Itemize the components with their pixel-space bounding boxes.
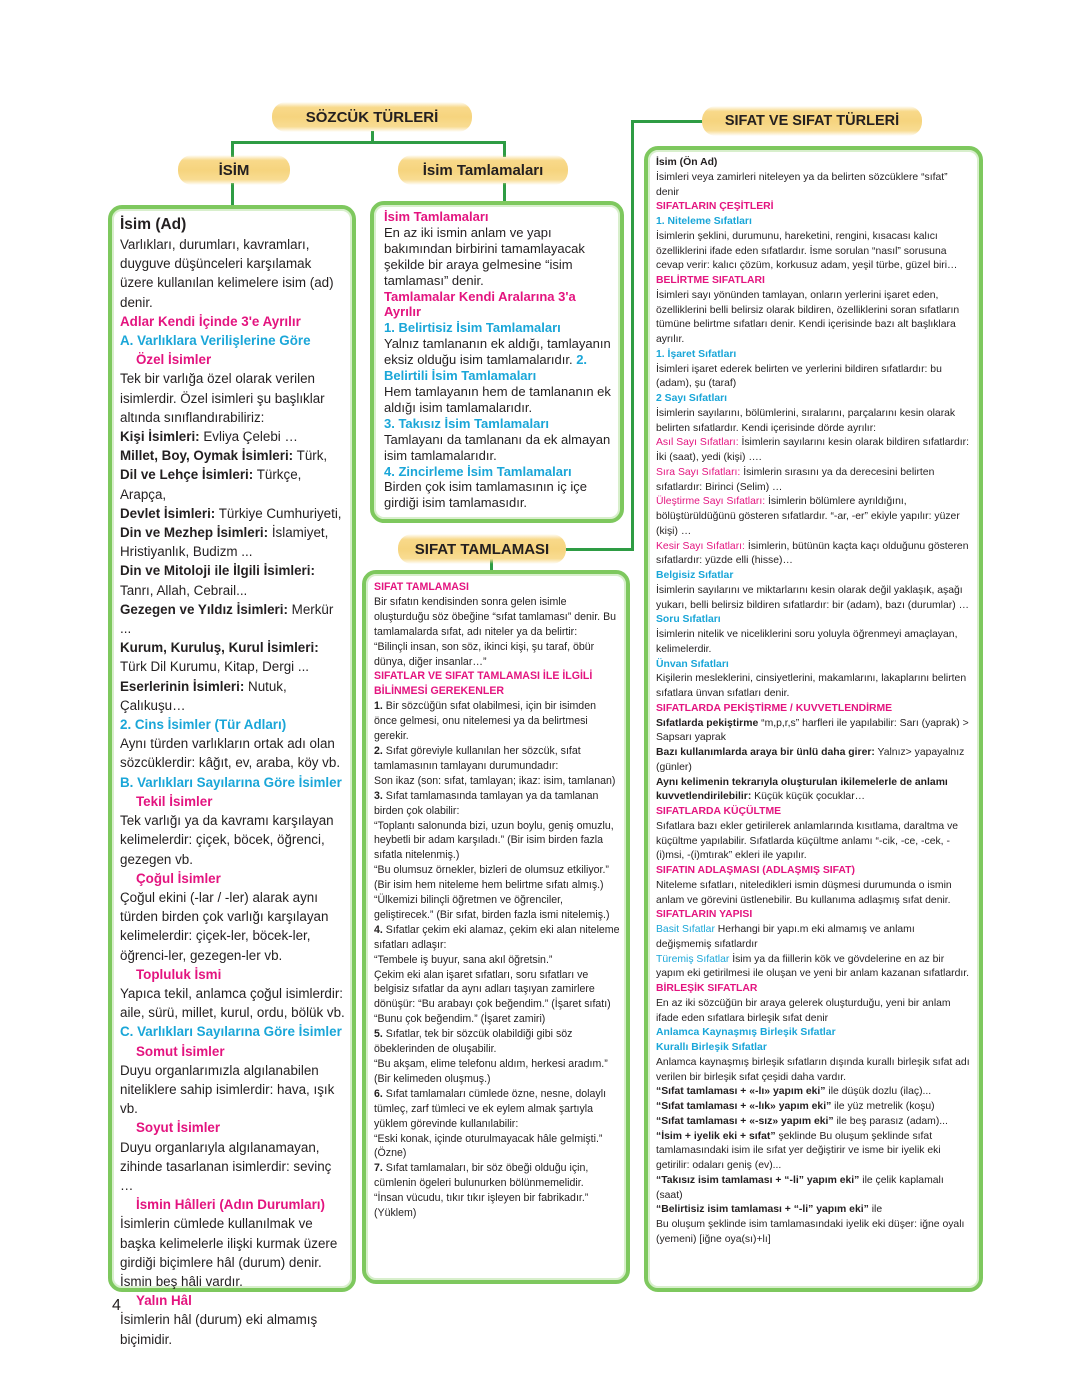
sf-paragraph: Sıfatlara bazı ekler getirilerek anlamlarında kısıtlama, daraltma ve küçültme yapılabilir. Sıfatlarda küçültme anlamı “-cik, -ce, -cek, -(i)msi, -(i)mtırak” ekleri ile yapılır. bbox=[656, 820, 959, 862]
isim-item: Millet, Boy, Oymak İsimleri: Türk, bbox=[120, 448, 328, 464]
isim-heading: B. Varlıkları Sayılarına Göre İsimler bbox=[120, 774, 342, 790]
sf-heading: Ünvan Sıfatları bbox=[656, 658, 729, 670]
tamlama-paragraph: En az iki ismin anlam ve yapı bakımından birbirini tamamlayacak şekilde bir araya gelmesine “isim tamlaması” denir. bbox=[384, 224, 585, 288]
sf-paragraph: İsimleri sayı yönünden tamlayan, onların yerlerini işaret eden, özelliklerini belli belirsiz olarak bildiren, özelliklerini soran sıfatların tümüne belirtme sıfatları denir. Kendi içerisinde bazı alt başlıklara ayrılır. bbox=[656, 289, 960, 345]
st-paragraph: Bir sıfatın kendisinden sonra gelen isimle oluşturduğu söz öbeğine “sıfat tamlaması” denir. Bu tamlamalarda sıfat, adı niteler ya da belirtir: bbox=[374, 595, 617, 638]
isim-heading: Somut İsimler bbox=[136, 1043, 225, 1059]
sf-heading: SIFATLARDA KÜÇÜLTME bbox=[656, 806, 782, 817]
page-number: 4 bbox=[112, 1297, 121, 1314]
sf-heading: Anlamca Kaynaşmış Birleşik Sıfatlar bbox=[656, 1027, 836, 1039]
isim-item: Gezegen ve Yıldız İsimleri: Merkür ... bbox=[120, 601, 334, 637]
sf-heading: Kurallı Birleşik Sıfatlar bbox=[656, 1042, 767, 1053]
isim-heading: Topluluk İsmi bbox=[136, 966, 222, 982]
st-item: 3. Sıfat tamlamasında tamlayan ya da tamlanan birden çok olabilir: bbox=[374, 789, 599, 817]
isim-heading: C. Varlıkları Sayılarına Göre İsimler bbox=[120, 1024, 342, 1040]
st-item: “Ülkemizi bilinçli öğretmen ve öğrenciler, geliştirecek.” (Bir sıfat, birden fazla ismi nitelemiş.) bbox=[374, 894, 610, 921]
header-isim: İSİM bbox=[178, 155, 290, 185]
sf-paragraph: En az iki sözcüğün bir araya gelerek oluşturduğu, yeni bir anlam ifade eden sıfatlara birleşik sıfat denir bbox=[656, 997, 951, 1024]
isim-heading: Soyut İsimler bbox=[136, 1120, 221, 1136]
sf-heading: SIFATLARIN YAPISI bbox=[656, 909, 753, 921]
isim-item: Devlet İsimleri: Türkiye Cumhuriyeti, bbox=[120, 505, 342, 521]
sf-paragraph: Kişilerin mesleklerini, cinsiyetlerini, makamlarını, lakaplarını belirten sıfatlara ünvan sıfatları denir. bbox=[656, 673, 967, 699]
tamlama-heading: 4. Zincirleme İsim Tamlamaları bbox=[384, 463, 572, 479]
isim-paragraph: Aynı türden varlıkların ortak adı olan sözcüklerdir: kâğıt, ev, araba, köy vb. bbox=[120, 736, 341, 771]
isim-item: Dil ve Lehçe İsimleri: Türkçe, Arapça, bbox=[120, 467, 302, 502]
isim-heading: Adlar Kendi İçinde 3'e Ayrılır bbox=[120, 313, 301, 329]
isim-item: Eserlerinin İsimleri: Nutuk, Çalıkuşu… bbox=[120, 678, 287, 713]
sf-heading: SIFATIN ADLAŞMASI (ADLAŞMIŞ SIFAT) bbox=[656, 865, 855, 876]
sf-heading: 1. Niteleme Sıfatları bbox=[656, 216, 752, 227]
isim-title: İsim (Ad) bbox=[120, 216, 187, 233]
sf-item: Basit Sıfatlar Herhangi bir yapı.m eki almamış ve anlamı değişmemiş sıfatlardır bbox=[656, 924, 915, 950]
sf-rule: “Sıfat tamlaması + «-lık» yapım eki” ile yüz metrelik (koşu) bbox=[656, 1101, 935, 1112]
isim-paragraph: Çoğul ekini (-lar / -ler) alarak aynı türden birden çok varlığı karşılayan kelimelerdir: çiçek-ler, böcek-ler, öğrenci-ler, gezegen-ler vb. bbox=[120, 889, 329, 963]
sf-heading: BİRLEŞİK SIFATLAR bbox=[656, 983, 758, 994]
st-item: 7. Sıfat tamlamaları, bir söz öbeği olduğu için, cümlenin ögeleri bulunurken bölünmemelidir. bbox=[374, 1162, 589, 1190]
st-item: 5. Sıfatlar, tek bir sözcük olabildiği gibi söz öbeklerinden de oluşabilir. bbox=[374, 1028, 573, 1056]
sf-paragraph: Niteleme sıfatları, niteledikleri ismin düşmesi durumunda o ismin anlam ve görevini üstlenebilir. Bu kullanıma adlaşmış sıfat denir. bbox=[656, 879, 952, 906]
header-sifat-turleri: SIFAT VE SIFAT TÜRLERİ bbox=[702, 106, 922, 136]
st-item: “İnsan vücudu, tıkır tıkır işleyen bir fabrikadır.” (Yüklem) bbox=[374, 1192, 589, 1220]
tree-line-right-top bbox=[631, 120, 713, 123]
sf-paragraph: Anlamca kaynaşmış birleşik sıfatların dışında kurallı birleşik sıfat adı verilen bir birleşik sıfat çeşidi daha vardır. bbox=[656, 1056, 970, 1083]
tamlama-heading: Tamlamalar Kendi Aralarına 3'a Ayrılır bbox=[384, 288, 576, 320]
sf-paragraph: İsimlerin sayılarını, bölümlerini, sıralarını, parçalarını kesin olarak belirten sıfatlardır. Kendi içerisinde dörde ayrılır: bbox=[656, 407, 956, 434]
st-item: “Bu akşam, elime telefonu aldım, herkesi aradım.” (Bir kelimeden oluşmuş.) bbox=[374, 1058, 608, 1085]
sf-heading: SIFATLARIN ÇEŞİTLERİ bbox=[656, 201, 774, 213]
isim-paragraph: Tek varlığı ya da kavramı karşılayan kelimelerdir: çiçek, böcek, öğrenci, gezegen vb. bbox=[120, 813, 334, 867]
sf-item: Türemiş Sıfatlar İsim ya da fiillerin kök ve gövdelerine en az bir yapım eki getirilmesi ile oluşan ve yeni bir anlam kazanan sıfatlardır. bbox=[656, 953, 970, 980]
st-paragraph: “Bilinçli insan, son söz, ikinci kişi, şu taraf, öbür dünya, diğer insanlar…” bbox=[374, 640, 595, 668]
isim-heading: A. Varlıklara Verilişlerine Göre bbox=[120, 333, 311, 349]
sf-rule: “Takısız isim tamlaması + “-li” yapım eki” ile çelik kaplamalı (saat) bbox=[656, 1174, 944, 1201]
header-isim-tamlamalari: İsim Tamlamaları bbox=[398, 155, 568, 185]
header-sozcuk-turleri: SÖZCÜK TÜRLERİ bbox=[272, 102, 472, 132]
sf-heading: SIFATLARDA PEKİŞTİRME / KUVVETLENDİRME bbox=[656, 702, 893, 714]
sifat-tamlamasi-box bbox=[362, 570, 630, 1284]
isim-intro: Varlıkları, durumları, kavramları, duyguve düşünceleri karşılamak üzere kullanılan kelimelere isim (ad) denir. bbox=[120, 237, 334, 310]
sf-rule: “Sıfat tamlaması + «-sız» yapım eki” ile beş parasız (adam)... bbox=[656, 1115, 948, 1127]
sf-paragraph: İsimlerin sayılarını ve miktarlarını kesin olarak değil yaklaşık, aşağı yukarı, belli belirsiz bildiren sıfatlardır: bir (adam), bazı (durumlar) … bbox=[656, 584, 969, 611]
st-item: 1. Bir sözcüğün sıfat olabilmesi, için bir isimden önce gelmesi, onu nitelemesi ya da belirtmesi gerekir. bbox=[374, 700, 596, 743]
st-item: “Tembele iş buyur, sana akıl öğretsin.” bbox=[374, 953, 553, 966]
st-item: “Bu olumsuz örnekler, bizleri de olumsuz etkiliyor.” (Bir isim hem niteleme hem belirtme sıfatı almış.) bbox=[374, 864, 609, 892]
sifat-turleri-box bbox=[644, 146, 983, 1292]
st-item: “Eski konak, içinde oturulmayacak hâle gelmişti.” (Özne) bbox=[374, 1132, 603, 1160]
isim-item: Kişi İsimleri: Evliya Çelebi … bbox=[120, 429, 298, 445]
sf-paragraph: Aynı kelimenin tekrarıyla oluşturulan ikilemelerle de anlamı kuvvetlendirilebilir: Küçük küçük çocuklar… bbox=[656, 776, 948, 803]
tamlama-heading: 1. Belirtisiz İsim Tamlamaları bbox=[384, 320, 561, 336]
sf-item: Asıl Sayı Sıfatları: İsimlerin sayılarını kesin olarak bildiren sıfatlardır: İki (saat), yedi (kişi) …. bbox=[656, 437, 969, 463]
isim-heading: Yalın Hâl bbox=[136, 1293, 192, 1309]
tree-line-top bbox=[231, 141, 505, 144]
sf-heading: 1. İşaret Sıfatları bbox=[656, 348, 737, 360]
tree-line-right-bottom bbox=[566, 548, 634, 551]
sf-paragraph: İsimleri işaret ederek belirten ve yerlerini bildiren sıfatlardır: bu (adam), şu (taraf) bbox=[656, 363, 942, 390]
isim-box bbox=[108, 205, 356, 1347]
st-heading: SIFAT TAMLAMASI bbox=[374, 581, 469, 593]
sf-heading: 2 Sayı Sıfatları bbox=[656, 393, 728, 404]
sf-rule: “Sıfat tamlaması + «-lı» yapım eki” ile düşük dozlu (ilaç)... bbox=[656, 1086, 932, 1098]
isim-paragraph: Tek bir varlığa özel olarak verilen isimlerdir. Özel isimleri şu başlıklar altında sınıflandırabiliriz: bbox=[120, 371, 325, 425]
header-sifat-tamlamasi: SIFAT TAMLAMASI bbox=[398, 534, 566, 564]
isim-item: Kurum, Kuruluş, Kurul İsimleri: Türk Dil Kurumu, Kitap, Dergi ... bbox=[120, 640, 319, 675]
sf-item: Üleştirme Sayı Sıfatları: İsimlerin bölümlere ayrıldığını, bölüştürüldüğünü gösteren sıfatlardır. “-ar, -er” ekiyle yapılır: yüzer (kişi) … bbox=[656, 496, 960, 537]
isim-paragraph: İsimlerin hâl (durum) eki almamış biçimidir. bbox=[120, 1312, 318, 1347]
sf-heading: BELİRTME SIFATLARI bbox=[656, 275, 765, 286]
tamlama-heading: Belirtili İsim Tamlamaları bbox=[384, 368, 537, 384]
isim-item: Din ve Mitoloji ile İlgili İsimleri: Tanrı, Allah, Cebrail... bbox=[120, 563, 315, 598]
isim-heading: İsmin Hâlleri (Adın Durumları) bbox=[136, 1197, 325, 1213]
sf-heading: Belgisiz Sıfatlar bbox=[656, 570, 734, 581]
st-item: “Toplantı salonunda bizi, uzun boylu, geniş omuzlu, heybetli bir adam karşıladı.” (Bir isim birden fazla sıfatla nitelenmiş.) bbox=[374, 819, 614, 862]
sf-paragraph: Bazı kullanımlarda araya bir ünlü daha girer: Yalnız> yapayalnız (günler) bbox=[656, 747, 965, 773]
sf-paragraph: Sıfatlarda pekiştirme “m,p,r,s” harfleri ile yapılabilir: Sarı (yaprak) > Sapsarı yaprak bbox=[656, 717, 969, 744]
st-item: 2. Sıfat göreviyle kullanılan her sözcük, sıfat tamlamasının tamlayanı durumundadır: bbox=[374, 744, 581, 772]
st-item: Çekim eki alan işaret sıfatları, soru sıfatları ve belgisiz sıfatlar da aynı adları taşıyan zamirlere dönüşür: “Bu arabayı çok beğendim.” (İşaret sıfatı) bbox=[374, 968, 611, 1011]
sf-rule: “İsim + iyelik eki + sıfat” şeklinde Bu oluşum şeklinde sıfat tamlamasındaki isim ile sıfat yer değiştirir ve isme bir iyelik eki getirilir: odaları geniş (ev)... bbox=[656, 1130, 941, 1171]
sf-item: Sıra Sayı Sıfatları: İsimlerin sırasını ya da derecesini belirten sıfatlardır: Birinci (Selim) … bbox=[656, 466, 935, 493]
isim-item: Din ve Mezhep İsimleri: İslamiyet, Hristiyanlık, Budizm ... bbox=[120, 525, 329, 560]
tamlama-heading: 3. Takısız İsim Tamlamaları bbox=[384, 415, 549, 431]
tree-line-tamlama-box bbox=[503, 183, 506, 203]
isim-paragraph: Duyu organlarıyla algılanamayan, zihinde tasarlanan isimlerdir: sevinç … bbox=[120, 1139, 332, 1193]
sf-paragraph: Bu oluşum şeklinde isim tamlamasındaki iyelik eki düşer: iğne oyalı (yemeni) [iğne oya(sı)+lı] bbox=[656, 1219, 965, 1245]
sf-heading: İsim (Ön Ad) bbox=[656, 157, 718, 168]
isim-heading: Özel İsimler bbox=[136, 352, 212, 368]
isim-paragraph: İsimlerin cümlede kullanılmak ve başka kelimelerle ilişki kurmak üzere girdiği biçimlere hâl (durum) denir. İsmin beş hâli vardır. bbox=[120, 1216, 338, 1289]
st-heading: SIFATLAR VE SIFAT TAMLAMASI İLE İLGİLİ BİLİNMESİ GEREKENLER bbox=[374, 670, 593, 698]
tamlama-paragraph: Tamlayanı da tamlananı da ek almayan isim tamlamalarıdır. bbox=[384, 431, 611, 463]
tamlama-heading: İsim Tamlamaları bbox=[384, 209, 489, 224]
tree-line-right-v bbox=[631, 120, 634, 550]
st-item: “Bunu çok beğendim.” (İşaret zamiri) bbox=[374, 1013, 546, 1026]
sf-paragraph: İsimlerin şeklini, durumunu, hareketini, rengini, kısacası kalıcı özelliklerini ifade eden sıfatlardır. İsme sorulan “nasıl” sorusuna cevap verir: kalıcı çözüm, korkusuz adam, yeşil türbe, güzel biri… bbox=[656, 230, 958, 272]
isim-paragraph: Yapıca tekil, anlamca çoğul isimlerdir: aile, sürü, millet, kurul, ordu, bölük vb. bbox=[120, 985, 345, 1021]
tamlama-paragraph: Yalnız tamlananın ek aldığı, tamlayanın eksiz olduğu isim tamlamalarıdır. 2. bbox=[384, 336, 611, 368]
isim-tamlamalari-box bbox=[370, 201, 624, 523]
isim-paragraph: Duyu organlarımızla algılanabilen niteliklere sahip isimlerdir: hava, ışık vb. bbox=[120, 1062, 335, 1117]
sf-paragraph: İsimlerin nitelik ve niceliklerini soru yoluyla öğrenmeyi amaçlayan, kelimelerdir. bbox=[656, 629, 958, 655]
tamlama-paragraph: Birden çok isim tamlamasının iç içe girdiği isim tamlamasıdır. bbox=[384, 479, 588, 511]
sf-item: Kesir Sayı Sıfatları: İsimlerin, bütünün kaçta kaçı olduğunu gösteren sıfatlardır: yüzde elli (hisse)… bbox=[656, 540, 969, 567]
st-item: Son ikaz (son: sıfat, tamlayan; ikaz: isim, tamlanan) bbox=[374, 774, 616, 787]
sf-heading: Soru Sıfatları bbox=[656, 614, 721, 626]
sf-rule: “Belirtisiz isim tamlaması + “-li” yapım eki” ile bbox=[656, 1204, 883, 1216]
tree-line-root bbox=[371, 131, 374, 143]
isim-heading: 2. Cins İsimler (Tür Adları) bbox=[120, 717, 287, 733]
st-item: 4. Sıfatlar çekim eki alamaz, çekim eki alan niteleme sıfatları adlaşır: bbox=[374, 923, 620, 951]
isim-heading: Tekil İsimler bbox=[136, 793, 213, 809]
sf-paragraph: İsimleri veya zamirleri niteleyen ya da belirten sözcüklere “sıfat” denir bbox=[656, 171, 948, 198]
st-item: 6. Sıfat tamlamaları cümlede özne, nesne, dolaylı tümleç, zarf tümleci ve ek eylem almak şartıyla yüklem görevinde kullanılabilir: bbox=[374, 1087, 607, 1130]
isim-heading: Çoğul İsimler bbox=[136, 870, 221, 886]
tamlama-paragraph: Hem tamlayanın hem de tamlananın ek aldığı isim tamlamalarıdır. bbox=[384, 383, 611, 415]
